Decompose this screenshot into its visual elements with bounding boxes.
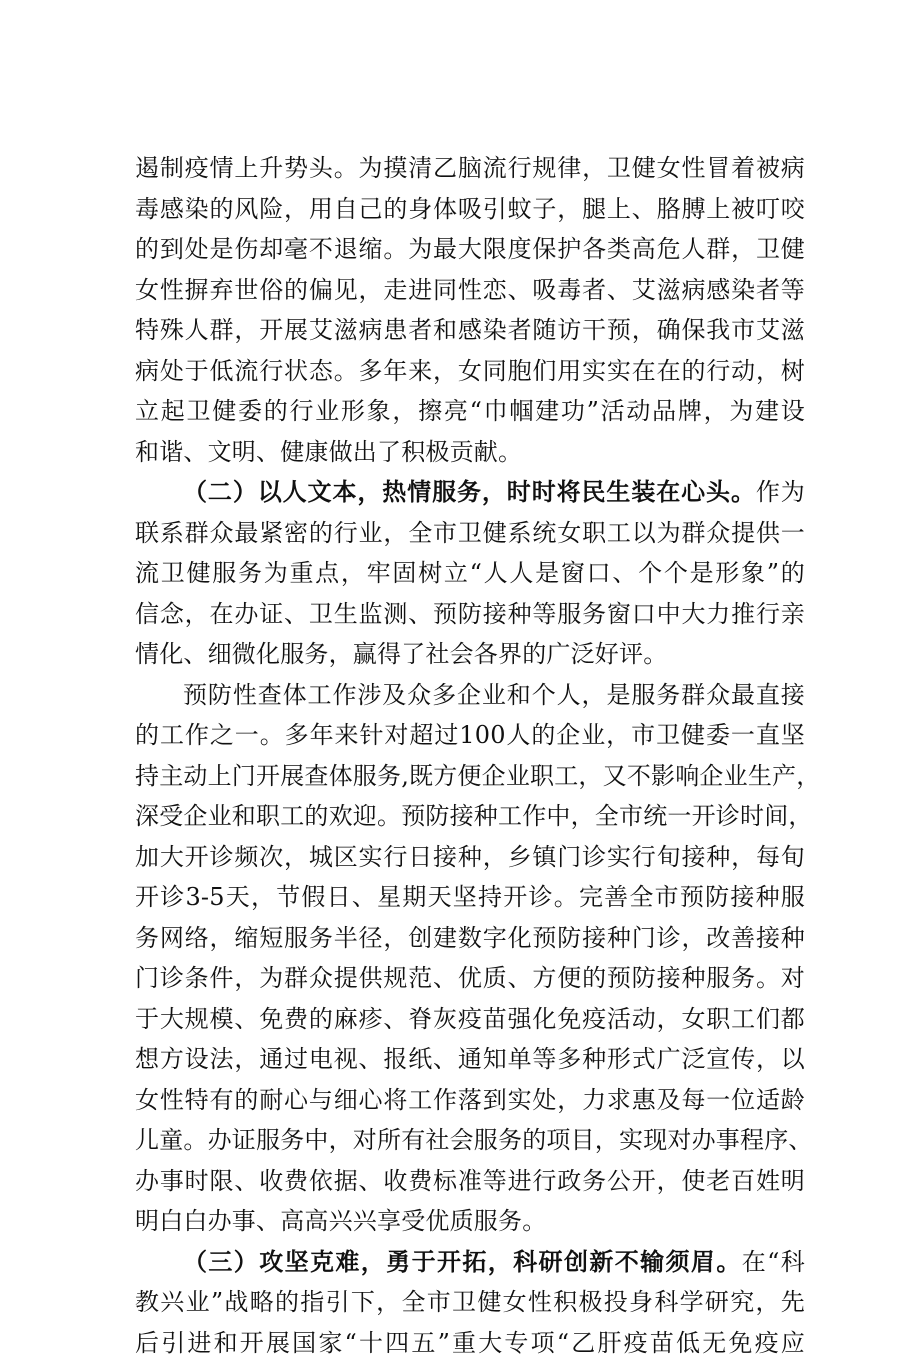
body-text-line: 务网络，缩短服务半径，创建数字化预防接种门诊，改善接种 [135, 918, 805, 959]
body-text-line: 办事时限、收费依据、收费标准等进行政务公开，使老百姓明 [135, 1161, 805, 1202]
body-text-line: 女性特有的耐心与细心将工作落到实处，力求惠及每一位适龄 [135, 1080, 805, 1121]
body-text-line: 的工作之一。多年来针对超过100人的企业，市卫健委一直坚 [135, 715, 805, 756]
body-text-line: 遏制疫情上升势头。为摸清乙脑流行规律，卫健女性冒着被病 [135, 148, 805, 189]
body-text-line: 深受企业和职工的欢迎。预防接种工作中，全市统一开诊时间， [135, 796, 805, 837]
document-body [135, 148, 805, 1363]
body-text-line: 开诊3-5天，节假日、星期天坚持开诊。完善全市预防接种服 [135, 877, 805, 918]
body-text-line: 毒感染的风险，用自己的身体吸引蚊子，腿上、胳膊上被叮咬 [135, 189, 805, 230]
section-heading: （三）攻坚克难，勇于开拓，科研创新不输须眉。 [183, 1247, 742, 1276]
body-text-line: 立起卫健委的行业形象，擦亮“巾帼建功”活动品牌，为建设 [135, 391, 805, 432]
body-text-line: 加大开诊频次，城区实行日接种，乡镇门诊实行旬接种，每旬 [135, 837, 805, 878]
body-text-line: 女性摒弃世俗的偏见，走进同性恋、吸毒者、艾滋病感染者等 [135, 270, 805, 311]
section-heading-line [135, 1242, 805, 1283]
paragraph-text: 作为 [756, 478, 805, 506]
body-text-line: 情化、细微化服务，赢得了社会各界的广泛好评。 [135, 634, 805, 675]
body-text-line: 的到处是伤却毫不退缩。为最大限度保护各类高危人群，卫健 [135, 229, 805, 270]
body-text-line: 于大规模、免费的麻疹、脊灰疫苗强化免疫活动，女职工们都 [135, 999, 805, 1040]
body-text-line: 预防性查体工作涉及众多企业和个人，是服务群众最直接 [135, 675, 805, 716]
body-text-line: 联系群众最紧密的行业，全市卫健系统女职工以为群众提供一 [135, 513, 805, 554]
section-heading-line [135, 472, 805, 513]
body-text-line: 病处于低流行状态。多年来，女同胞们用实实在在的行动，树 [135, 351, 805, 392]
body-text-line: 流卫健服务为重点，牢固树立“人人是窗口、个个是形象”的 [135, 553, 805, 594]
body-text-line: 想方设法，通过电视、报纸、通知单等多种形式广泛宣传，以 [135, 1039, 805, 1080]
body-text-line: 后引进和开展国家“十四五”重大专项“乙肝疫苗低无免疫应 [135, 1323, 805, 1363]
body-text-line: 特殊人群，开展艾滋病患者和感染者随访干预，确保我市艾滋 [135, 310, 805, 351]
body-text-line: 儿童。办证服务中，对所有社会服务的项目，实现对办事程序、 [135, 1120, 805, 1161]
section-heading: （二）以人文本，热情服务，时时将民生装在心头。 [183, 477, 756, 506]
body-text-line: 教兴业”战略的指引下，全市卫健女性积极投身科学研究，先 [135, 1282, 805, 1323]
paragraph-text: 在“科 [742, 1248, 805, 1276]
body-text-line: 门诊条件，为群众提供规范、优质、方便的预防接种服务。对 [135, 958, 805, 999]
body-text-line: 明白白办事、高高兴兴享受优质服务。 [135, 1201, 805, 1242]
body-text-line: 信念，在办证、卫生监测、预防接种等服务窗口中大力推行亲 [135, 594, 805, 635]
body-text-line: 持主动上门开展查体服务,既方便企业职工，又不影响企业生产， [135, 756, 805, 797]
body-text-line: 和谐、文明、健康做出了积极贡献。 [135, 432, 805, 473]
